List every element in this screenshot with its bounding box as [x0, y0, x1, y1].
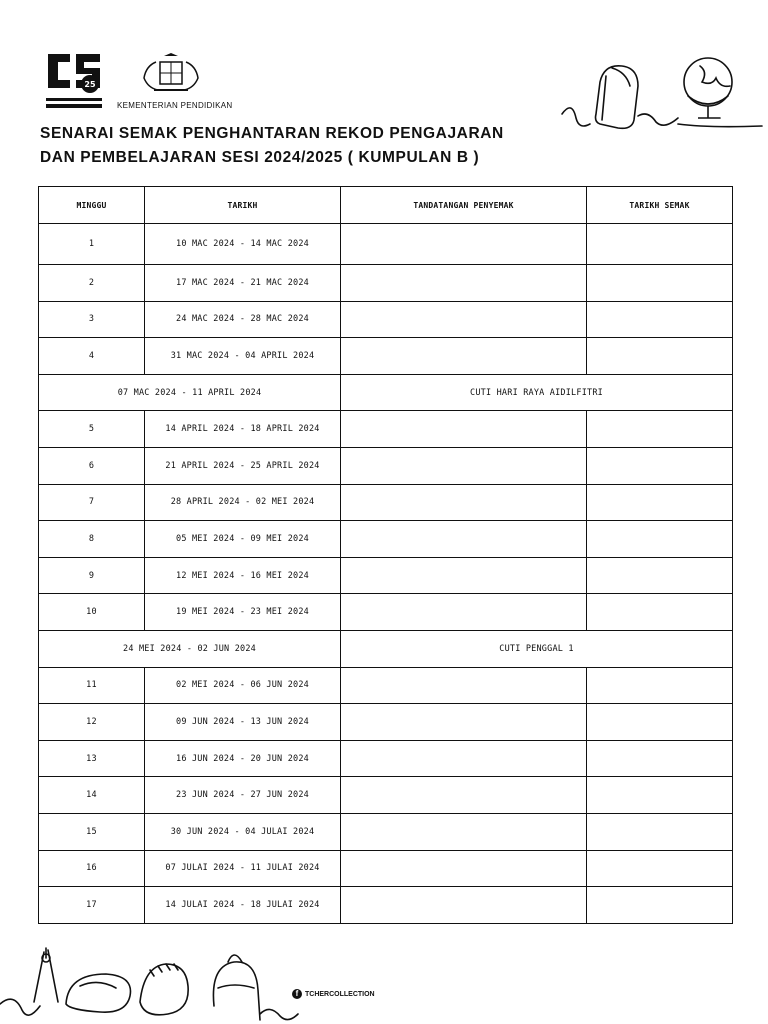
week-date-cell: 02 MEI 2024 - 06 JUN 2024: [145, 667, 341, 704]
week-number-cell: 16: [39, 850, 145, 887]
check-date-cell[interactable]: [587, 338, 733, 375]
signature-cell[interactable]: [341, 740, 587, 777]
week-date-cell: 10 MAC 2024 - 14 MAC 2024: [145, 224, 341, 265]
signature-cell[interactable]: [341, 411, 587, 448]
table-row: [39, 224, 733, 265]
check-date-cell[interactable]: [587, 850, 733, 887]
week-number-cell: 13: [39, 740, 145, 777]
signature-cell[interactable]: [341, 813, 587, 850]
title-line-1: SENARAI SEMAK PENGHANTARAN REKOD PENGAJARAN: [40, 125, 504, 142]
header-tarikh-semak: TARIKH SEMAK: [587, 187, 733, 224]
check-date-cell[interactable]: [587, 301, 733, 338]
signature-cell[interactable]: [341, 338, 587, 375]
week-date-cell: 19 MEI 2024 - 23 MEI 2024: [145, 594, 341, 631]
school-supplies-line-art-icon: [0, 944, 300, 1024]
check-date-cell[interactable]: [587, 557, 733, 594]
break-row: [39, 630, 733, 667]
svg-text:25: 25: [84, 80, 96, 89]
week-date-cell: 16 JUN 2024 - 20 JUN 2024: [145, 740, 341, 777]
facebook-handle-label: TCHERCOLLECTION: [305, 990, 375, 998]
table-row: [39, 740, 733, 777]
week-date-cell: 30 JUN 2024 - 04 JULAI 2024: [145, 813, 341, 850]
week-number-cell: 6: [39, 447, 145, 484]
week-date-cell: 28 APRIL 2024 - 02 MEI 2024: [145, 484, 341, 521]
week-number-cell: 3: [39, 301, 145, 338]
facebook-icon: f: [292, 989, 302, 999]
week-number-cell: 14: [39, 777, 145, 814]
week-date-cell: 09 JUN 2024 - 13 JUN 2024: [145, 704, 341, 741]
table-row: [39, 850, 733, 887]
break-date-cell: 24 MEI 2024 - 02 JUN 2024: [39, 630, 341, 667]
week-number-cell: 2: [39, 265, 145, 302]
checklist-table: [38, 186, 733, 924]
week-number-cell: 4: [39, 338, 145, 375]
signature-cell[interactable]: [341, 265, 587, 302]
title-line-2: DAN PEMBELAJARAN SESI 2024/2025 ( KUMPULAN B ): [40, 149, 480, 166]
week-number-cell: 9: [39, 557, 145, 594]
signature-cell[interactable]: [341, 484, 587, 521]
week-number-cell: 12: [39, 704, 145, 741]
break-label-cell: CUTI PENGGAL 1: [341, 630, 733, 667]
signature-cell[interactable]: [341, 557, 587, 594]
week-date-cell: 17 MAC 2024 - 21 MAC 2024: [145, 265, 341, 302]
week-number-cell: 17: [39, 887, 145, 924]
table-row: [39, 338, 733, 375]
table-row: [39, 447, 733, 484]
week-date-cell: 05 MEI 2024 - 09 MEI 2024: [145, 521, 341, 558]
page-title: [40, 122, 600, 170]
check-date-cell[interactable]: [587, 667, 733, 704]
check-date-cell[interactable]: [587, 813, 733, 850]
check-date-cell[interactable]: [587, 740, 733, 777]
table-row: [39, 265, 733, 302]
table-row: [39, 594, 733, 631]
week-number-cell: 1: [39, 224, 145, 265]
week-date-cell: 24 MAC 2024 - 28 MAC 2024: [145, 301, 341, 338]
check-date-cell[interactable]: [587, 777, 733, 814]
week-date-cell: 07 JULAI 2024 - 11 JULAI 2024: [145, 850, 341, 887]
table-row: [39, 887, 733, 924]
signature-cell[interactable]: [341, 447, 587, 484]
check-date-cell[interactable]: [587, 887, 733, 924]
week-number-cell: 7: [39, 484, 145, 521]
signature-cell[interactable]: [341, 850, 587, 887]
table-row: [39, 301, 733, 338]
header-tandatangan: TANDATANGAN PENYEMAK: [341, 187, 587, 224]
week-number-cell: 15: [39, 813, 145, 850]
table-row: [39, 521, 733, 558]
table-row: [39, 667, 733, 704]
signature-cell[interactable]: [341, 301, 587, 338]
week-date-cell: 21 APRIL 2024 - 25 APRIL 2024: [145, 447, 341, 484]
check-date-cell[interactable]: [587, 265, 733, 302]
signature-cell[interactable]: [341, 594, 587, 631]
national-crest-icon: [134, 52, 208, 98]
week-date-cell: 14 JULAI 2024 - 18 JULAI 2024: [145, 887, 341, 924]
header-minggu: MINGGU: [39, 187, 145, 224]
facebook-handle[interactable]: [292, 989, 375, 999]
week-number-cell: 11: [39, 667, 145, 704]
break-row: [39, 374, 733, 411]
week-number-cell: 10: [39, 594, 145, 631]
check-date-cell[interactable]: [587, 447, 733, 484]
check-date-cell[interactable]: [587, 521, 733, 558]
ministry-label: KEMENTERIAN PENDIDIKAN: [117, 101, 233, 110]
table-row: [39, 557, 733, 594]
signature-cell[interactable]: [341, 887, 587, 924]
week-date-cell: 12 MEI 2024 - 16 MEI 2024: [145, 557, 341, 594]
header-tarikh: TARIKH: [145, 187, 341, 224]
break-date-cell: 07 MAC 2024 - 11 APRIL 2024: [39, 374, 341, 411]
week-date-cell: 23 JUN 2024 - 27 JUN 2024: [145, 777, 341, 814]
week-number-cell: 5: [39, 411, 145, 448]
table-row: [39, 777, 733, 814]
signature-cell[interactable]: [341, 777, 587, 814]
week-date-cell: 31 MAC 2024 - 04 APRIL 2024: [145, 338, 341, 375]
check-date-cell[interactable]: [587, 411, 733, 448]
signature-cell[interactable]: [341, 704, 587, 741]
table-row: [39, 411, 733, 448]
check-date-cell[interactable]: [587, 594, 733, 631]
check-date-cell[interactable]: [587, 704, 733, 741]
check-date-cell[interactable]: [587, 484, 733, 521]
break-label-cell: CUTI HARI RAYA AIDILFITRI: [341, 374, 733, 411]
table-header-row: [39, 187, 733, 224]
signature-cell[interactable]: [341, 224, 587, 265]
signature-cell[interactable]: [341, 667, 587, 704]
school-logo-icon: [42, 48, 106, 112]
signature-cell[interactable]: [341, 521, 587, 558]
check-date-cell[interactable]: [587, 224, 733, 265]
table-row: [39, 704, 733, 741]
table-row: [39, 484, 733, 521]
table-row: [39, 813, 733, 850]
week-date-cell: 14 APRIL 2024 - 18 APRIL 2024: [145, 411, 341, 448]
week-number-cell: 8: [39, 521, 145, 558]
